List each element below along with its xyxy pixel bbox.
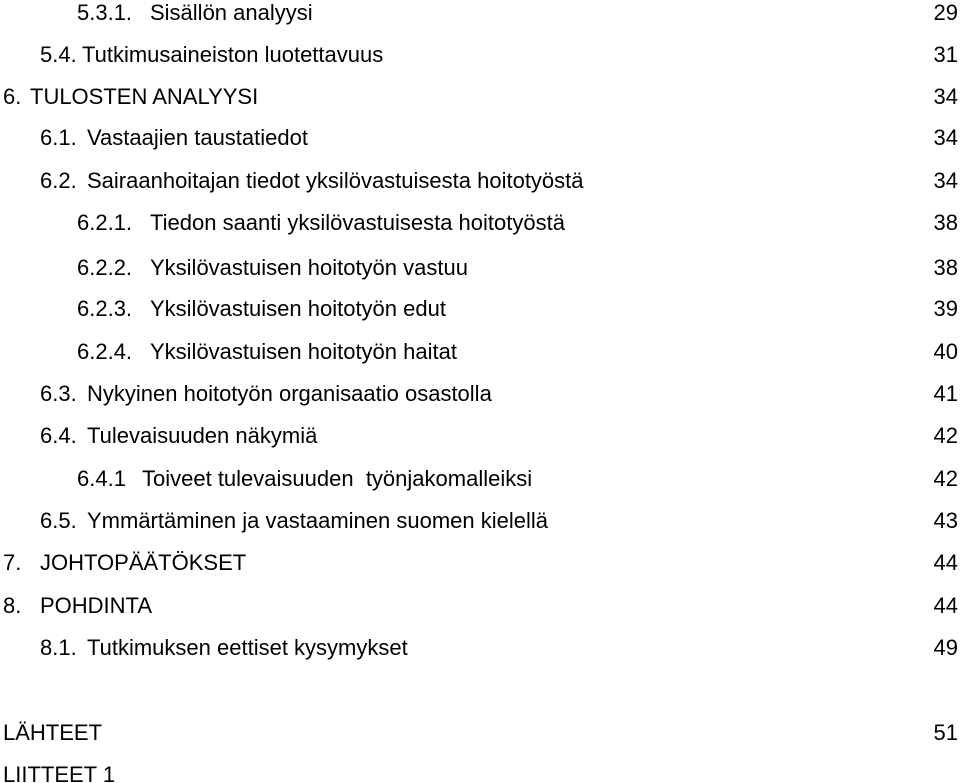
toc-number: 8. xyxy=(3,593,22,618)
toc-title: LIITTEET 1 xyxy=(3,762,116,783)
toc-title: Yksilövastuisen hoitotyön haitat xyxy=(150,339,457,364)
toc-entry-6[interactable] xyxy=(0,84,960,120)
toc-title: Tulevaisuuden näkymiä xyxy=(87,423,318,448)
toc-number: 5.4. xyxy=(40,42,77,67)
toc-number: 6.4. xyxy=(40,423,77,448)
toc-entry-6-4[interactable] xyxy=(0,423,960,459)
toc-title: TULOSTEN ANALYYSI xyxy=(30,84,259,109)
toc-entry-6-4-1[interactable] xyxy=(0,466,960,502)
toc-title: Toiveet tulevaisuuden työnjakomalleiksi xyxy=(142,466,533,491)
toc-entry-6-1[interactable] xyxy=(0,125,960,161)
toc-number: 6.4.1 xyxy=(77,466,126,491)
toc-number: 6. xyxy=(3,84,22,109)
toc-title: LÄHTEET xyxy=(3,720,103,745)
toc-title: Tutkimuksen eettiset kysymykset xyxy=(87,635,408,660)
toc-page-number: 38 xyxy=(933,255,958,280)
toc-title: JOHTOPÄÄTÖKSET xyxy=(40,550,247,575)
toc-entry-6-2-3[interactable] xyxy=(0,296,960,332)
toc-entry-lahteet[interactable] xyxy=(0,720,960,756)
toc-entry-6-2[interactable] xyxy=(0,168,960,204)
toc-entry-8-1[interactable] xyxy=(0,635,960,671)
toc-number: 6.2. xyxy=(40,168,77,193)
toc-title: Sairaanhoitajan tiedot yksilövastuisesta hoitotyöstä xyxy=(87,168,584,193)
toc-number: 6.2.3. xyxy=(77,296,133,321)
toc-entry-6-5[interactable] xyxy=(0,508,960,544)
toc-title: POHDINTA xyxy=(40,593,153,618)
toc-page-number: 40 xyxy=(933,339,958,364)
toc-title: Yksilövastuisen hoitotyön edut xyxy=(150,296,446,321)
toc-page-number: 31 xyxy=(933,42,958,67)
toc-entry-6-3[interactable] xyxy=(0,381,960,417)
toc-entry-5-4[interactable] xyxy=(0,42,960,78)
toc-title: Nykyinen hoitotyön organisaatio osastolla xyxy=(87,381,492,406)
toc-entry-6-2-2[interactable] xyxy=(0,255,960,291)
toc-page-number: 44 xyxy=(933,593,958,618)
toc-number: 6.2.2. xyxy=(77,255,133,280)
toc-number: 6.3. xyxy=(40,381,77,406)
toc-page-number: 34 xyxy=(933,125,958,150)
toc-page-number: 44 xyxy=(933,550,958,575)
toc-title: Yksilövastuisen hoitotyön vastuu xyxy=(150,255,468,280)
toc-page-number: 43 xyxy=(933,508,958,533)
toc-page-number: 42 xyxy=(933,423,958,448)
toc-entry-5-3-1[interactable] xyxy=(0,0,960,36)
toc-page-number: 42 xyxy=(933,466,958,491)
toc-entry-8[interactable] xyxy=(0,593,960,629)
toc-title: Tiedon saanti yksilövastuisesta hoitotyöstä xyxy=(150,210,565,235)
toc-number: 6.5. xyxy=(40,508,77,533)
toc-title: Sisällön analyysi xyxy=(150,0,313,25)
toc-page-number: 41 xyxy=(933,381,958,406)
toc-title: Tutkimusaineiston luotettavuus xyxy=(82,42,384,67)
toc-entry-liitteet[interactable] xyxy=(0,762,960,783)
toc-page-number: 39 xyxy=(933,296,958,321)
toc-number: 6.2.4. xyxy=(77,339,133,364)
toc-number: 7. xyxy=(3,550,22,575)
toc-entry-6-2-1[interactable] xyxy=(0,210,960,246)
toc-entry-6-2-4[interactable] xyxy=(0,339,960,375)
toc-page-number: 51 xyxy=(933,720,958,745)
toc-number: 5.3.1. xyxy=(77,0,133,25)
toc-page-number: 34 xyxy=(933,84,958,109)
toc-title: Vastaajien taustatiedot xyxy=(87,125,308,150)
toc-entry-7[interactable] xyxy=(0,550,960,586)
toc-page-number: 38 xyxy=(933,210,958,235)
toc-page-number: 29 xyxy=(933,0,958,25)
toc-number: 6.2.1. xyxy=(77,210,133,235)
toc-title: Ymmärtäminen ja vastaaminen suomen kielellä xyxy=(87,508,548,533)
toc-number: 6.1. xyxy=(40,125,77,150)
toc-page-number: 34 xyxy=(933,168,958,193)
toc-number: 8.1. xyxy=(40,635,77,660)
toc-page-number: 49 xyxy=(933,635,958,660)
